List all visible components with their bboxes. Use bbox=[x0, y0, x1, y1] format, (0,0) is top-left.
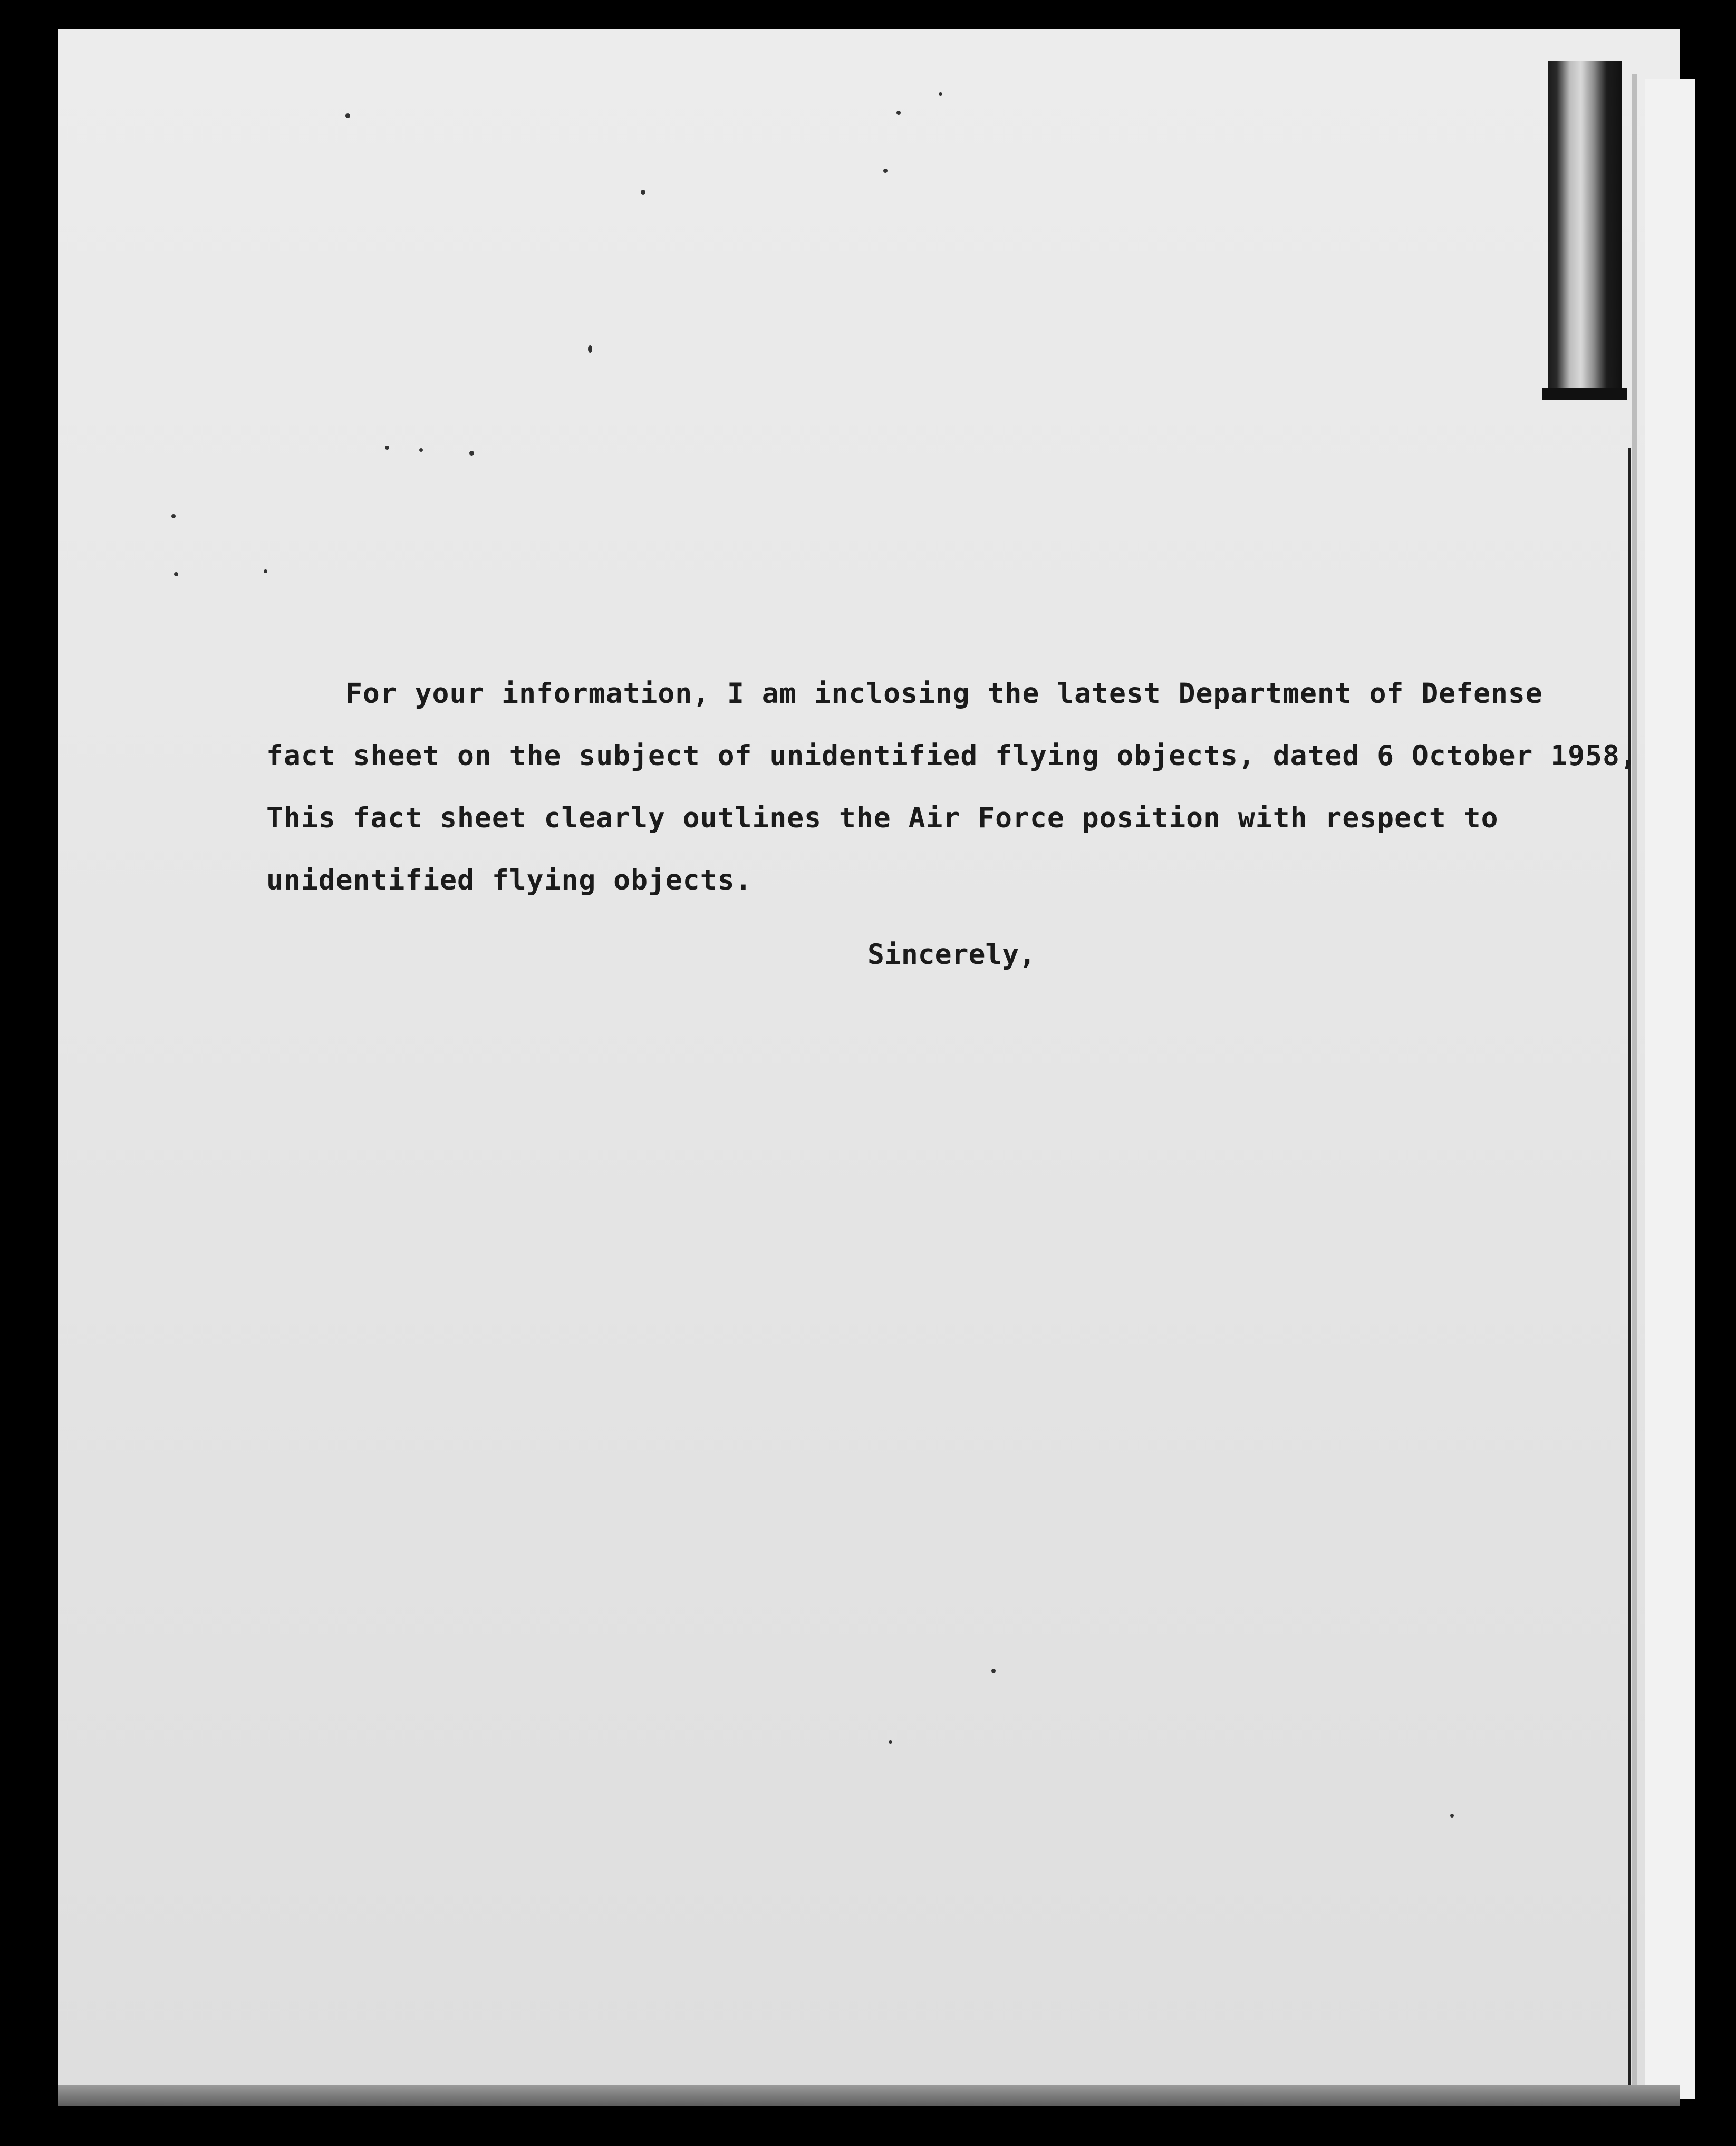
body-line-1: For your information, I am inclosing the latest Department of Defense bbox=[345, 678, 1543, 710]
dust-speck bbox=[896, 111, 901, 115]
dust-speck bbox=[883, 169, 888, 173]
dust-speck bbox=[889, 1740, 892, 1744]
binder-clip-base bbox=[1542, 388, 1627, 400]
dust-speck bbox=[264, 569, 267, 573]
paper-right-strip bbox=[1645, 79, 1695, 2099]
page-margin-rule bbox=[1628, 448, 1631, 2088]
dust-speck bbox=[588, 345, 592, 353]
paper-sheet bbox=[58, 29, 1680, 2104]
dust-speck bbox=[419, 448, 423, 452]
letter-closing: Sincerely, bbox=[867, 939, 1036, 971]
binder-clip-mark bbox=[1548, 61, 1622, 398]
body-line-2: fact sheet on the subject of unidentified flying objects, dated 6 October 1958, bbox=[266, 740, 1637, 772]
body-line-4: unidentified flying objects. bbox=[266, 864, 753, 896]
bottom-shadow-band bbox=[58, 2085, 1680, 2106]
dust-speck bbox=[991, 1669, 996, 1673]
dust-speck bbox=[174, 572, 178, 576]
dust-speck bbox=[939, 92, 942, 96]
dust-speck bbox=[469, 451, 474, 456]
dust-speck bbox=[171, 514, 176, 518]
dust-speck bbox=[345, 113, 350, 118]
body-line-3: This fact sheet clearly outlines the Air Force position with respect to bbox=[266, 802, 1499, 834]
paper-edge bbox=[1632, 74, 1637, 2104]
dust-speck bbox=[1450, 1814, 1454, 1818]
dust-speck bbox=[641, 190, 645, 195]
dust-speck bbox=[385, 446, 389, 450]
